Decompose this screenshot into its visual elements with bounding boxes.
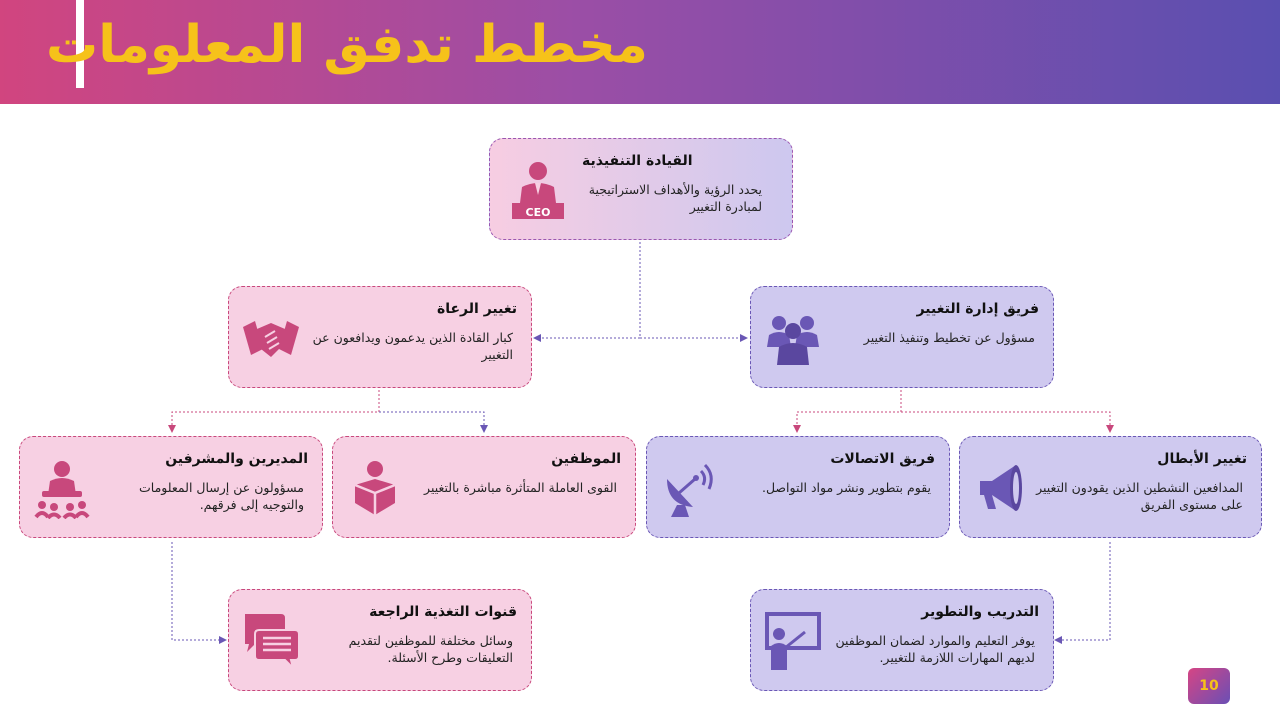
card-description: وسائل مختلفة للموظفين لتقديم التعليقات وطرح الأسئلة.: [348, 633, 513, 665]
card-managers-supervisors: [19, 436, 323, 538]
connector-team-down: [797, 390, 901, 432]
card-description: يحدد الرؤية والأهداف الاستراتيجية لمبادرة التغيير: [588, 182, 762, 214]
card-description: القوى العاملة المتأثرة مباشرة بالتغيير: [424, 480, 617, 495]
satellite-dish-icon: [659, 457, 719, 519]
card-training-development: [750, 589, 1054, 691]
handshake-icon: [241, 307, 301, 369]
chat-bubbles-icon: [241, 610, 301, 672]
card-description: كبار القادة الذين يدعمون ويدافعون عن التغيير: [312, 330, 513, 362]
connector-managers-feedback: [172, 542, 226, 640]
team-icon: [763, 307, 823, 369]
card-communications-team: [646, 436, 950, 538]
card-change-sponsors: [228, 286, 532, 388]
page-number-badge: 10: [1188, 668, 1230, 704]
card-title: فريق إدارة التغيير: [916, 301, 1039, 317]
svg-text:CEO: CEO: [525, 206, 551, 219]
card-change-champions: [959, 436, 1262, 538]
card-description: يقوم بتطوير ونشر مواد التواصل.: [761, 480, 931, 495]
teacher-board-icon: [763, 610, 823, 672]
manager-group-icon: [32, 457, 92, 519]
page-title: مخطط تدفق المعلومات: [45, 15, 648, 75]
card-title: الموظفين: [551, 451, 621, 467]
ceo-icon: [508, 159, 568, 221]
card-title: تغيير الرعاة: [436, 301, 517, 317]
card-title: المديرين والمشرفين: [165, 451, 308, 467]
card-title: القيادة التنفيذية: [582, 153, 693, 169]
megaphone-icon: [972, 457, 1032, 519]
card-title: التدريب والتطوير: [921, 604, 1039, 620]
connector-sponsors-down: [172, 390, 379, 432]
card-description: يوفر التعليم والموارد لضمان الموظفين لديهم المهارات اللازمة للتغيير.: [835, 633, 1035, 665]
card-title: فريق الاتصالات: [830, 451, 935, 467]
employees-icon: [345, 457, 405, 519]
card-title: تغيير الأبطال: [1157, 451, 1247, 467]
connector-champions-training: [1055, 542, 1110, 640]
card-description: مسؤولون عن إرسال المعلومات والتوجيه إلى فرقهم.: [139, 480, 304, 512]
card-description: المدافعين النشطين الذين يقودون التغيير على مستوى الفريق: [1036, 480, 1243, 512]
card-description: مسؤول عن تخطيط وتنفيذ التغيير: [863, 330, 1035, 345]
card-employees: [332, 436, 636, 538]
connector-team-champions: [901, 412, 1110, 432]
card-change-management-team: [750, 286, 1054, 388]
connector-sponsors-employees: [379, 412, 484, 432]
card-feedback-channels: [228, 589, 532, 691]
card-executive-leadership: [489, 138, 793, 240]
card-title: قنوات التغذية الراجعة: [369, 604, 517, 620]
